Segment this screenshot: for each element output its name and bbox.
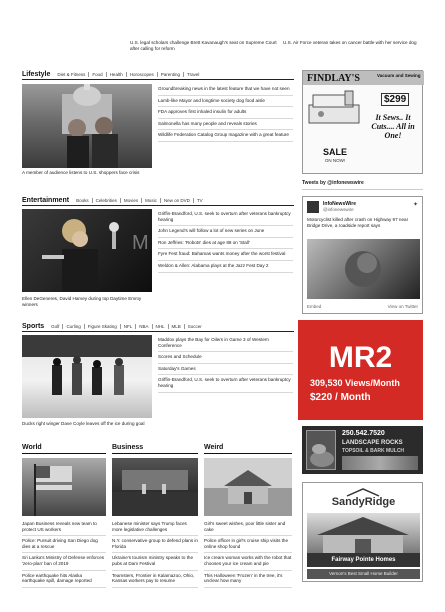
sports-story[interactable]: Maddox plays the Bay for Oilers in Game 3 of Western Conference — [158, 335, 293, 352]
findlays-tagline: Vacuum and Sewing — [377, 73, 421, 78]
weird-title[interactable]: Weird — [204, 444, 292, 454]
sports-header — [22, 322, 294, 331]
sports-subnav — [48, 324, 205, 329]
weird-story[interactable]: This Halloween 'Frozen' in the tree, it's unclear how many — [204, 571, 292, 588]
nav-food[interactable]: Food — [88, 72, 105, 77]
landscape-title: LANDSCAPE ROCKS — [342, 440, 403, 446]
entertainment-subnav — [73, 198, 206, 203]
weird-story[interactable]: Ice cream woman works with the robot that chooses your ice cream and pie — [204, 553, 292, 570]
twitter-bird-icon: ✦ — [413, 202, 419, 208]
lifestyle-story[interactable]: Wildlife Federation Catalog Group magazine with a great feature — [158, 130, 293, 142]
landscape-logo — [306, 430, 336, 470]
world-column — [22, 444, 106, 588]
mr2-ad[interactable] — [298, 320, 423, 420]
lifestyle-divider — [22, 79, 294, 80]
weird-stories — [204, 519, 292, 588]
world-story[interactable]: Japan Business reveals new team to protect US workers — [22, 519, 106, 536]
entertainment-story[interactable]: John Legend's will follow a lot of new series on June — [158, 226, 293, 238]
nav-soccer[interactable]: Soccer — [184, 324, 205, 329]
business-story[interactable]: Teamsters, Frontier in Kalamazoo, Ohio, Kansas workers pay to resume — [112, 571, 198, 588]
business-title[interactable]: Business — [112, 444, 198, 454]
svg-text:M: M — [132, 232, 149, 254]
sports-photo[interactable] — [22, 335, 152, 418]
nav-diet-fitness[interactable]: Diet & Fitness — [57, 72, 86, 77]
entertainment-stories — [158, 209, 293, 273]
sandyridge-tag: Fairway Pointe Homes — [307, 553, 420, 567]
stage-illustration — [112, 458, 198, 516]
tweet-view-link[interactable]: View on Twitter — [387, 304, 418, 309]
lifestyle-story[interactable]: Groundbreaking news in the latest feature that we have not seen — [158, 84, 293, 96]
business-stories — [112, 519, 198, 588]
sandyridge-ad[interactable] — [302, 482, 423, 582]
sports-story[interactable]: Saturday's Games — [158, 364, 293, 376]
lifestyle-subnav — [54, 72, 202, 77]
weird-photo[interactable] — [204, 458, 292, 516]
lifestyle-story[interactable]: Salmonella has many people and reveals stories — [158, 119, 293, 131]
tweet-card[interactable] — [302, 196, 423, 314]
sports-section — [22, 322, 294, 332]
world-title[interactable]: World — [22, 444, 106, 454]
sports-story[interactable]: Scores and Schedule — [158, 352, 293, 364]
sandyridge-footer: Vernon's Best Small Home Builder — [307, 569, 420, 579]
nav-tv[interactable]: TV — [193, 198, 206, 203]
tweets-widget — [302, 180, 423, 190]
infonews-text[interactable]: Motorcyclist killed after crash on Highway 97 near Bridge Drive, a roadside report says — [307, 217, 409, 228]
mr2-price: $220 / Month — [310, 392, 371, 403]
findlays-price: $299 — [381, 93, 409, 106]
nav-books[interactable]: Books — [76, 198, 89, 203]
top-left-headline[interactable]: U.S. legal scholars challenge Brett Kavanaugh's seat on Supreme Court after calling for reform — [130, 40, 277, 51]
entertainment-photo[interactable] — [22, 209, 152, 292]
world-stories — [22, 519, 106, 588]
weird-story[interactable]: Police officer in girl's cruise ship visits the online shop found — [204, 536, 292, 553]
lifestyle-stories — [158, 84, 293, 142]
landscape-truck-image — [342, 456, 418, 470]
business-photo[interactable] — [112, 458, 198, 516]
nav-health[interactable]: Health — [106, 72, 126, 77]
lifestyle-photo[interactable] — [22, 84, 152, 168]
infonews-avatar — [307, 201, 319, 213]
sports-title[interactable]: Sports — [22, 323, 45, 330]
world-story[interactable]: Sri Lanka's Ministry of Defense enforces 'zero-plan' ban of 2019 — [22, 553, 106, 570]
entertainment-divider — [22, 205, 294, 206]
nav-horoscopes[interactable]: Horoscopes — [126, 72, 157, 77]
sports-story[interactable]: Griffin-Brandford, U.S. seek to overturn after veterans bankruptcy hearing — [158, 375, 293, 392]
tweet-photo[interactable] — [307, 239, 420, 299]
infonews-subhandle[interactable]: @infonewswire — [323, 207, 354, 212]
findlays-sale: SALE — [322, 147, 347, 157]
sports-caption[interactable]: Ducks right winger Dave Coyle leaves off the ice during goal — [22, 421, 145, 426]
hockey-players-illustration — [22, 335, 152, 418]
weird-column — [204, 444, 292, 588]
landscape-ad[interactable] — [302, 426, 423, 474]
award-winner-illustration — [22, 209, 152, 292]
nav-new-on-dvd[interactable]: New on DVD — [160, 198, 193, 203]
business-story[interactable]: Lebanese minister says Trump faces more legislative challenges — [112, 519, 198, 536]
findlays-name: FINDLAY'S — [307, 73, 360, 84]
flag-illustration — [22, 458, 106, 516]
lifestyle-caption[interactable]: A member of audience listens to U.S. shoppers face crisis — [22, 170, 140, 175]
home-illustration — [307, 513, 420, 553]
sports-stories — [158, 335, 293, 393]
world-story[interactable]: Police: Pursuit driving San Diego dog dies at a rescue — [22, 536, 106, 553]
entertainment-section — [22, 196, 294, 206]
rock-icon — [307, 431, 337, 471]
sports-divider — [22, 331, 294, 332]
nav-golf[interactable]: Golf — [51, 324, 60, 329]
business-story[interactable]: N.Y. conservative group to defend plans in Florida — [112, 536, 198, 553]
sewing-machine-icon — [307, 89, 361, 129]
tweet-embed-link[interactable]: Embed — [307, 304, 322, 309]
lifestyle-title[interactable]: Lifestyle — [22, 71, 51, 78]
house-illustration — [204, 458, 292, 516]
sandyridge-home-photo — [307, 513, 420, 553]
nav-music[interactable]: Music — [141, 198, 160, 203]
business-column — [112, 444, 198, 588]
portrait-illustration — [307, 239, 420, 299]
lifestyle-story[interactable]: Lamb-like Mayor and longtime society dog food aisle — [158, 96, 293, 108]
entertainment-story[interactable]: Fyre Fest fraud: Bahamas wants money after the worst festival — [158, 249, 293, 261]
entertainment-story[interactable]: Griffin-Brandford, U.S. seek to overturn after veterans bankruptcy hearing — [158, 209, 293, 226]
lifestyle-header — [22, 70, 294, 79]
cathedral-couple-illustration — [22, 84, 152, 168]
nav-celebrities[interactable]: Celebrities — [92, 198, 120, 203]
nav-movies[interactable]: Movies — [120, 198, 141, 203]
entertainment-caption[interactable]: Ellen DeGeneres, David Harvey during top Daytime Emmy winners — [22, 296, 142, 307]
landscape-phone: 250.542.7520 — [342, 430, 385, 437]
findlays-slogan: It Sews.. It Cuts.... All in One! — [371, 113, 415, 140]
entertainment-story[interactable]: Weldon & Allen: Alabama plays at the Jazz Fest Day 2 — [158, 261, 293, 273]
world-story[interactable]: Police earthquake hits Alaska earthquake spill, damage reported — [22, 571, 106, 588]
nav-travel[interactable]: Travel — [183, 72, 202, 77]
nav-nfl[interactable]: NFL — [120, 324, 136, 329]
findlays-ad[interactable] — [302, 70, 423, 174]
nav-nba[interactable]: NBA — [135, 324, 151, 329]
mr2-title: MR2 — [328, 341, 393, 374]
lifestyle-section — [22, 70, 294, 80]
nav-figure-skating[interactable]: Figure Skating — [84, 324, 120, 329]
nav-nhl[interactable]: NHL — [152, 324, 168, 329]
business-story[interactable]: Ukraine's tourism ministry speaks to the pubs at Dam Festival — [112, 553, 198, 570]
findlays-sale-sub: ON NOW! — [324, 158, 346, 163]
infonews-handle[interactable]: InfoNewsWire — [323, 201, 357, 207]
nav-mlb[interactable]: MLB — [168, 324, 184, 329]
landscape-sub: TOPSOIL & BARK MULCH — [342, 448, 405, 454]
nav-curling[interactable]: Curling — [62, 324, 83, 329]
top-right-headline[interactable]: U.S. Air Force veteran takes on cancer battle with her service dog — [283, 40, 417, 45]
tweets-label[interactable]: Tweets by @infonewswire — [302, 180, 423, 190]
world-photo[interactable] — [22, 458, 106, 516]
weird-story[interactable]: Girl's sweet wishes, poor little sister and cake — [204, 519, 292, 536]
entertainment-title[interactable]: Entertainment — [22, 197, 70, 204]
nav-parenting[interactable]: Parenting — [157, 72, 183, 77]
entertainment-story[interactable]: Ron Jeffries: 'Robots' dies at age 88 on 'Stall' — [158, 238, 293, 250]
sandyridge-brand: SandyRidge — [331, 496, 396, 508]
mr2-views: 309,530 Views/Month — [310, 378, 400, 388]
entertainment-header — [22, 196, 294, 205]
lifestyle-story[interactable]: FDA approves first inhaled insulin for adults — [158, 107, 293, 119]
